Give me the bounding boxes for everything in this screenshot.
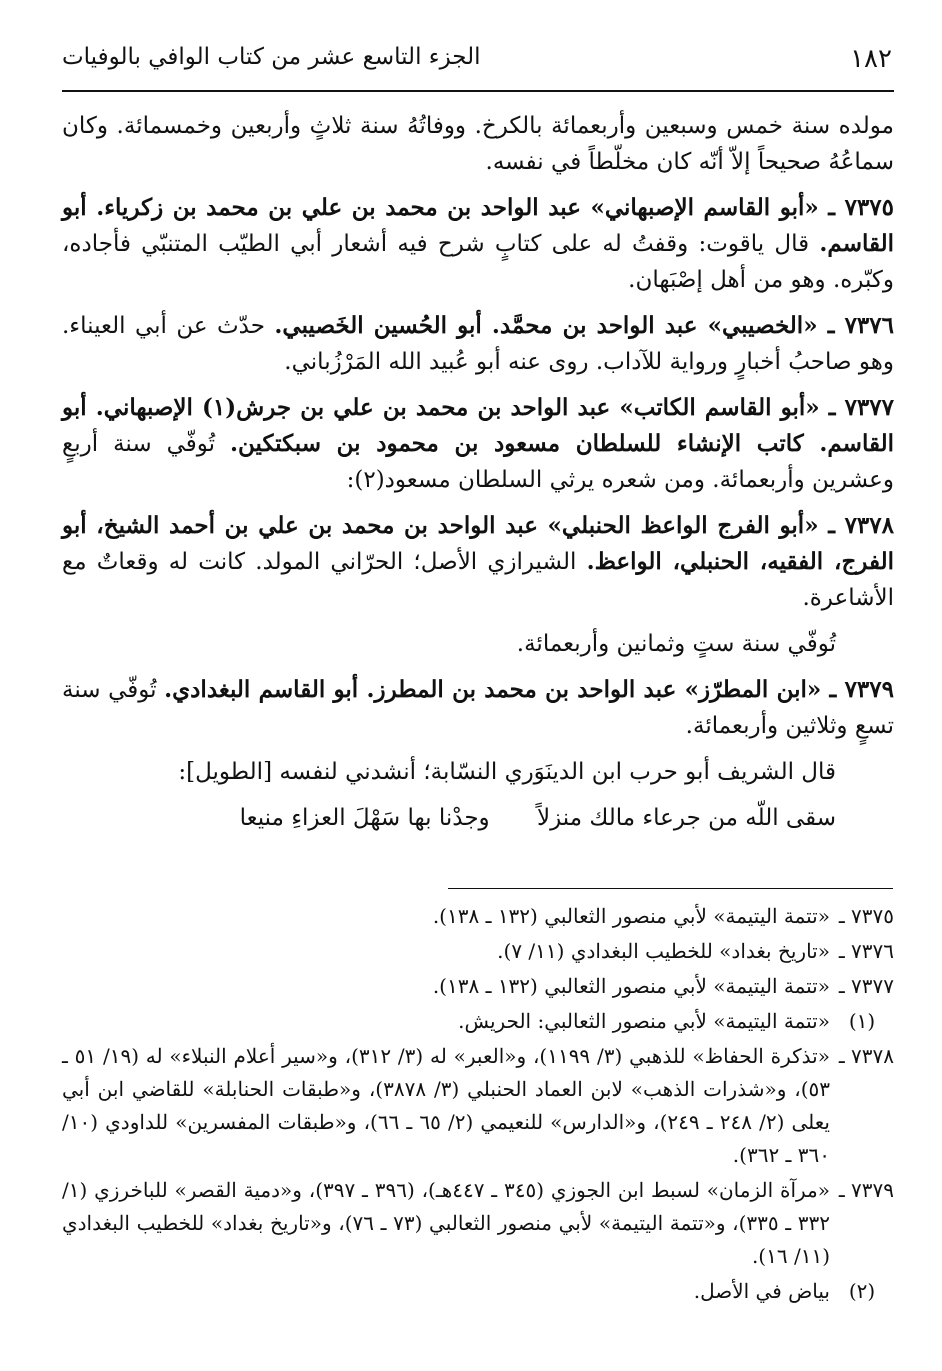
- page-number: ١٨٢: [850, 44, 892, 74]
- footnotes: [62, 900, 894, 1310]
- poem-verse: [62, 800, 894, 836]
- footnote-label: (٢): [848, 1279, 876, 1303]
- intro-line-2: وكان سماعُهُ صحيحاً إلاّ أنّه كان مخلّطاً في نفسه.: [62, 113, 894, 175]
- footnote-label: ٧٣٧٧ ـ: [838, 974, 894, 998]
- footnote-7378: [62, 1040, 894, 1172]
- running-title: الجزء التاسع عشر من كتاب الوافي بالوفيات: [62, 44, 481, 70]
- entry-7376-text: حدّث عن أبي العيناء. وهو صاحبُ أخبارٍ ورواية للآداب. روى عنه أبو عُبيد الله المَرْزُباني.: [62, 313, 894, 375]
- footnote-text: «تتمة اليتيمة» لأبي منصور الثعالبي (١٣٢ ـ ١٣٨).: [432, 904, 830, 928]
- entry-7379-quote: قال الشريف أبو حرب ابن الدينَوَري النسّابة؛ أنشدني لنفسه [الطويل]:: [178, 759, 836, 785]
- page-header: [62, 38, 892, 82]
- footnote-2: [62, 1275, 894, 1308]
- footnote-1: [62, 1005, 894, 1038]
- entry-7377: [62, 390, 894, 498]
- entry-7378-text: الشيرازي الأصل؛ الحرّاني المولد. كانت له وقعاتٌ مع الأشاعرة.: [62, 549, 894, 611]
- entry-7378-heading: ٧٣٧٨ ـ «أبو الفرج الواعظ الحنبلي» عبد الواحد بن محمد بن علي بن أحمد الشيخ، أبو الفرج، الفقيه، الحنبلي، الواعظ.: [62, 512, 895, 575]
- entry-7377-heading: ٧٣٧٧ ـ «أبو القاسم الكاتب» عبد الواحد بن محمد بن علي بن جرش(١) الإصبهاني. أبو القاسم. كاتب الإنشاء للسلطان مسعود بن محمود بن سبكتكين.: [62, 394, 894, 457]
- entry-7375-text: قال ياقوت: وقفتُ له على كتابٍ شرح فيه أشعار أبي الطيّب المتنبّي فأجاده، وكبّره. وهو من أهل إصْبَهان.: [62, 231, 894, 293]
- entry-7375: [62, 190, 894, 298]
- entry-7377-text: تُوفّي سنة أربعٍ وعشرين وأربعمائة. ومن شعره يرثي السلطان مسعود(٢):: [62, 431, 894, 493]
- entry-7379: [62, 672, 894, 744]
- verse-second-hemistich: وجدْنا بها سَهْلَ العزاءِ منيعا: [239, 805, 490, 831]
- footnote-7376: [62, 935, 894, 968]
- footnote-text: «مرآة الزمان» لسبط ابن الجوزي (٣٤٥ ـ ٤٤٧هـ)، (٣٩٦ ـ ٣٩٧)، و«دمية القصر» للباخرزي (١/ ٣٣٢ ـ ٣٣٥)، و«تتمة اليتيمة» لأبي منصور الثعالبي (٧٣ ـ ٧٦)، و«تاريخ بغداد» للخطيب البغدادي (١١/ ١٦).: [62, 1178, 830, 1268]
- entry-7379-heading: ٧٣٧٩ ـ «ابن المطرّز» عبد الواحد بن محمد بن المطرز. أبو القاسم البغدادي.: [164, 676, 894, 703]
- footnote-text: «تاريخ بغداد» للخطيب البغدادي (١١/ ٧).: [497, 939, 830, 963]
- main-text: [62, 108, 894, 846]
- entry-7378-death: تُوفّي سنة ستٍ وثمانين وأربعمائة.: [516, 631, 836, 657]
- footnote-label: ٧٣٧٨ ـ: [838, 1044, 894, 1068]
- intro-line-1: مولده سنة خمس وسبعين وأربعمائة بالكرخ. ووفاتُهُ سنة ثلاثٍ وأربعين وخمسمائة.: [116, 113, 895, 139]
- footnote-7377: [62, 970, 894, 1003]
- entry-7378: [62, 508, 894, 616]
- footnote-text: «تتمة اليتيمة» لأبي منصور الثعالبي: الحريش.: [458, 1009, 830, 1033]
- footnote-text: «تتمة اليتيمة» لأبي منصور الثعالبي (١٣٢ ـ ١٣٨).: [432, 974, 830, 998]
- footnote-label: ٧٣٧٥ ـ: [838, 904, 894, 928]
- footnote-label: ٧٣٧٦ ـ: [838, 939, 894, 963]
- entry-7376-heading: ٧٣٧٦ ـ «الخصيبي» عبد الواحد بن محمَّد. أبو الحُسين الخَصيبي.: [274, 312, 894, 339]
- footnote-text: بياض في الأصل.: [693, 1279, 830, 1303]
- footnote-rule: [448, 888, 893, 889]
- header-rule: [62, 90, 894, 92]
- entry-7375-heading: ٧٣٧٥ ـ «أبو القاسم الإصبهاني» عبد الواحد بن محمد بن علي بن محمد بن زكرياء. أبو القاسم.: [62, 194, 895, 257]
- footnote-label: (١): [848, 1009, 876, 1033]
- footnote-7375: [62, 900, 894, 933]
- footnote-7379: [62, 1174, 894, 1273]
- footnote-label: ٧٣٧٩ ـ: [838, 1178, 894, 1202]
- intro-paragraph: [62, 108, 894, 180]
- verse-first-hemistich: سقى اللّه من جرعاء مالك منزلاً: [536, 805, 836, 831]
- entry-7376: [62, 308, 894, 380]
- footnote-text: «تذكرة الحفاظ» للذهبي (٣/ ١١٩٩)، و«العبر» له (٣/ ٣١٢)، و«سير أعلام النبلاء» له (١٩/ ٥١ ـ ٥٣)، و«شذرات الذهب» لابن العماد الحنبلي (٣/ ٣٨٧٨)، و«طبقات الحنابلة» للقاضي ابن أبي يعلى (٢/ ٢٤٨ ـ ٢٤٩)، و«الدارس» للنعيمي (٢/ ٦٥ ـ ٦٦)، و«طبقات المفسرين» للداودي (١٠/ ٣٦٠ ـ ٣٦٢).: [62, 1044, 830, 1167]
- entry-7379-text: تُوفّي سنة تسعٍ وثلاثين وأربعمائة.: [62, 677, 894, 739]
